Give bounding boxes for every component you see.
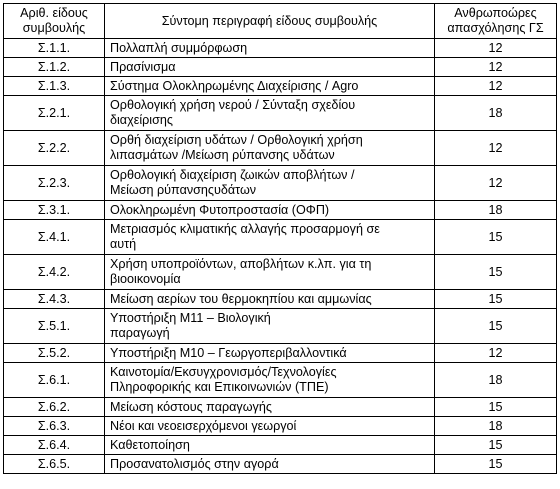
- table-row: [4, 455, 557, 474]
- advice-description-cell: Πρασίνισμα: [105, 58, 435, 77]
- advice-code-cell: Σ.4.3.: [4, 290, 105, 309]
- advice-code-cell: Σ.1.1.: [4, 39, 105, 58]
- advice-description-cell: Μετριασμός κλιματικής αλλαγής προσαρμογή σε αυτή: [105, 220, 435, 255]
- advice-code-cell: Σ.6.2.: [4, 398, 105, 417]
- advice-description-cell: Πολλαπλή συμμόρφωση: [105, 39, 435, 58]
- advice-description-cell: Σύστημα Ολοκληρωμένης Διαχείρισης / Agro: [105, 77, 435, 96]
- advice-hours-cell: 15: [435, 455, 557, 474]
- advice-hours-cell: 15: [435, 255, 557, 290]
- table-row: [4, 398, 557, 417]
- advice-hours-cell: 12: [435, 58, 557, 77]
- table-row: [4, 309, 557, 344]
- advice-description-cell: Ορθή διαχείριση υδάτων / Ορθολογική χρήση λιπασμάτων /Μείωση ρύπανσης υδάτων: [105, 131, 435, 166]
- table-row: [4, 166, 557, 201]
- advice-description-cell: Μείωση αερίων του θερμοκηπίου και αμμωνίας: [105, 290, 435, 309]
- advice-hours-cell: 12: [435, 131, 557, 166]
- advice-code-cell: Σ.4.1.: [4, 220, 105, 255]
- table-row: [4, 255, 557, 290]
- advice-hours-cell: 18: [435, 96, 557, 131]
- table-row: [4, 220, 557, 255]
- advice-description-cell: Ολοκληρωμένη Φυτοπροστασία (ΟΦΠ): [105, 201, 435, 220]
- header-code: Αριθ. είδους συμβουλής: [4, 4, 105, 39]
- advice-hours-cell: 18: [435, 363, 557, 398]
- advice-code-cell: Σ.6.5.: [4, 455, 105, 474]
- advice-hours-cell: 12: [435, 166, 557, 201]
- table-row: [4, 290, 557, 309]
- table-body: [4, 39, 557, 474]
- advice-hours-cell: 18: [435, 417, 557, 436]
- advice-hours-cell: 15: [435, 436, 557, 455]
- advice-code-cell: Σ.3.1.: [4, 201, 105, 220]
- advice-description-cell: Καθετοποίηση: [105, 436, 435, 455]
- advice-description-cell: Μείωση κόστους παραγωγής: [105, 398, 435, 417]
- advice-code-cell: Σ.1.2.: [4, 58, 105, 77]
- advice-description-cell: Ορθολογική χρήση νερού / Σύνταξη σχεδίου διαχείρισης: [105, 96, 435, 131]
- advice-description-cell: Χρήση υποπροϊόντων, αποβλήτων κ.λπ. για τη βιοοικονομία: [105, 255, 435, 290]
- advice-hours-cell: 15: [435, 290, 557, 309]
- advice-code-cell: Σ.4.2.: [4, 255, 105, 290]
- advice-types-table: [3, 3, 557, 474]
- advice-code-cell: Σ.6.1.: [4, 363, 105, 398]
- advice-code-cell: Σ.6.4.: [4, 436, 105, 455]
- advice-code-cell: Σ.2.1.: [4, 96, 105, 131]
- advice-code-cell: Σ.2.2.: [4, 131, 105, 166]
- table-row: [4, 131, 557, 166]
- advice-hours-cell: 12: [435, 344, 557, 363]
- table-header: [4, 4, 557, 39]
- table-row: [4, 363, 557, 398]
- advice-code-cell: Σ.1.3.: [4, 77, 105, 96]
- advice-hours-cell: 15: [435, 398, 557, 417]
- advice-hours-cell: 12: [435, 77, 557, 96]
- advice-types-table-container: [3, 3, 557, 474]
- advice-hours-cell: 15: [435, 309, 557, 344]
- table-row: [4, 39, 557, 58]
- header-description: Σύντομη περιγραφή είδους συμβουλής: [105, 4, 435, 39]
- table-row: [4, 96, 557, 131]
- table-row: [4, 58, 557, 77]
- advice-description-cell: Προσανατολισμός στην αγορά: [105, 455, 435, 474]
- advice-code-cell: Σ.5.2.: [4, 344, 105, 363]
- advice-code-cell: Σ.2.3.: [4, 166, 105, 201]
- advice-description-cell: Ορθολογική διαχείριση ζωικών αποβλήτων / Μείωση ρύπανσηςυδάτων: [105, 166, 435, 201]
- advice-hours-cell: 12: [435, 39, 557, 58]
- advice-description-cell: Νέοι και νεοεισερχόμενοι γεωργοί: [105, 417, 435, 436]
- advice-hours-cell: 18: [435, 201, 557, 220]
- header-hours: Ανθρωποώρες απασχόλησης ΓΣ: [435, 4, 557, 39]
- table-row: [4, 77, 557, 96]
- advice-description-cell: Υποστήριξη Μ11 – Βιολογική παραγωγή: [105, 309, 435, 344]
- table-row: [4, 344, 557, 363]
- table-row: [4, 201, 557, 220]
- table-row: [4, 417, 557, 436]
- header-row: [4, 4, 557, 39]
- advice-description-cell: Υποστήριξη Μ10 – Γεωργοπεριβαλλοντικά: [105, 344, 435, 363]
- table-row: [4, 436, 557, 455]
- advice-code-cell: Σ.6.3.: [4, 417, 105, 436]
- advice-hours-cell: 15: [435, 220, 557, 255]
- advice-code-cell: Σ.5.1.: [4, 309, 105, 344]
- advice-description-cell: Καινοτομία/Εκσυγχρονισμός/Τεχνολογίες Πληροφορικής και Επικοινωνιών (ΤΠΕ): [105, 363, 435, 398]
